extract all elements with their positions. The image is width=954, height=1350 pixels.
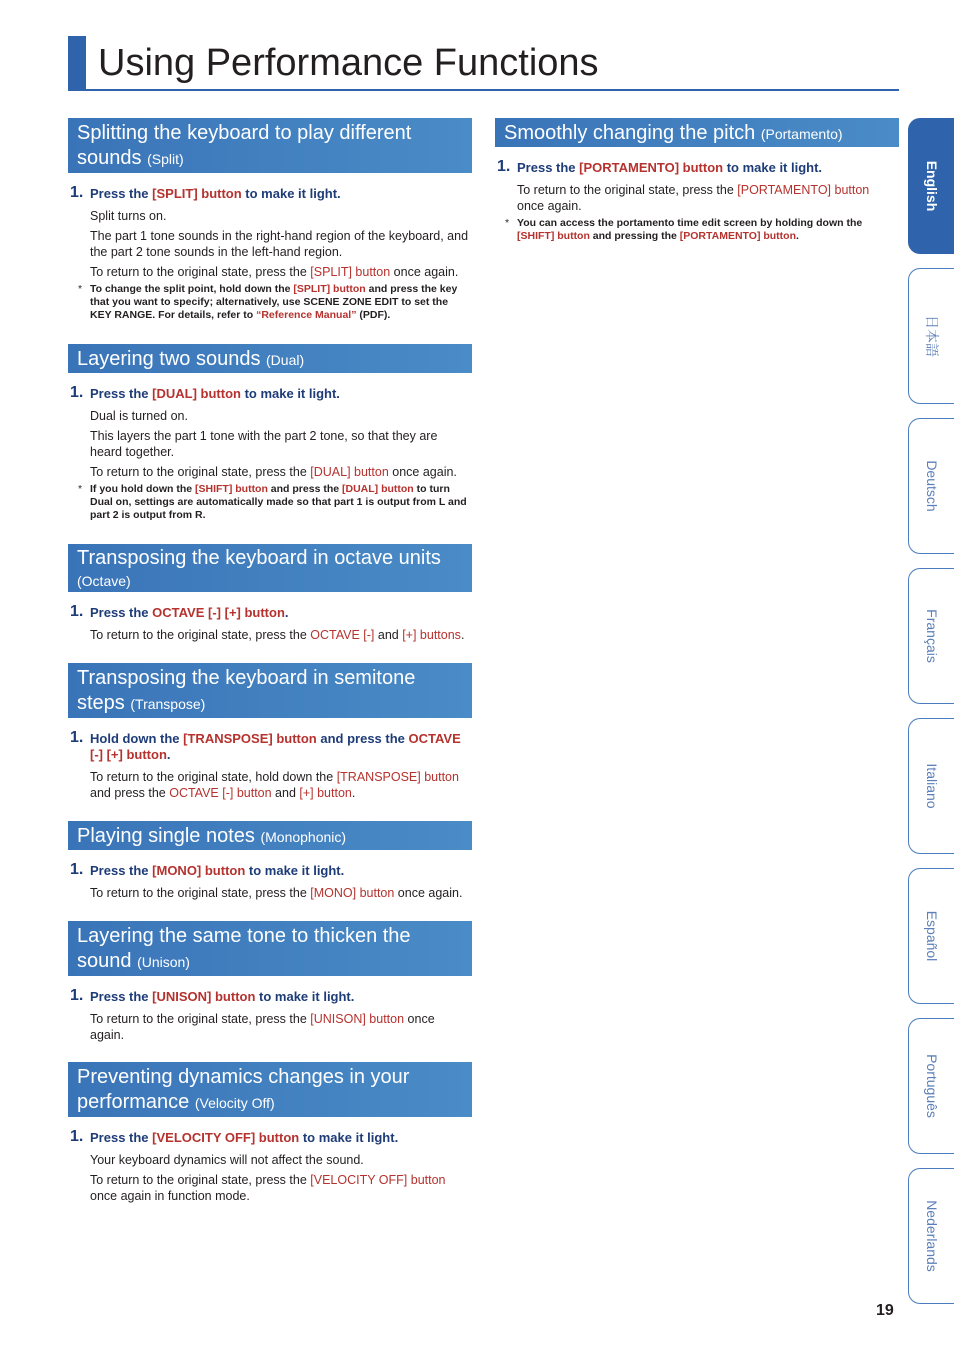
step-number: 1. xyxy=(70,384,84,401)
heading-text: Layering the same tone to thicken the sound xyxy=(77,925,411,972)
button-name: OCTAVE [-] [+] button xyxy=(152,605,285,620)
heading-sub: (Unison) xyxy=(137,954,190,970)
asterisk: * xyxy=(78,483,83,495)
note xyxy=(68,483,472,522)
button-name: [PORTAMENTO] button xyxy=(737,183,870,197)
button-name: OCTAVE [-] [+] button xyxy=(90,731,461,762)
text: and xyxy=(374,628,403,642)
language-tab-japanese[interactable] xyxy=(908,268,954,404)
button-name: OCTAVE [-] xyxy=(310,628,375,642)
heading-text: Transposing the keyboard in octave units xyxy=(77,547,441,569)
text: To return to the original state, press the xyxy=(517,183,738,197)
step-text: Press the xyxy=(517,160,580,175)
heading-text: Playing single notes xyxy=(77,825,255,847)
section-heading xyxy=(68,821,472,850)
tab-label: Français xyxy=(923,609,940,663)
heading-text: Preventing dynamics changes in your performance xyxy=(77,1066,410,1113)
section-heading xyxy=(495,118,899,147)
step-text: . xyxy=(166,747,171,762)
text: You can access the portamento time edit screen by holding down the xyxy=(517,217,863,229)
step-text: to make it light. xyxy=(299,1130,399,1145)
section-transpose xyxy=(68,663,472,801)
step-text: Hold down the xyxy=(90,731,184,746)
tab-label: Deutsch xyxy=(923,460,940,512)
text: To return to the original state, press the xyxy=(90,1012,311,1026)
text: and press the xyxy=(267,483,342,495)
step-text: to make it light. xyxy=(245,863,345,878)
step-number: 1. xyxy=(497,158,511,175)
button-name: [+] button xyxy=(299,786,352,800)
section-mono xyxy=(68,821,472,901)
text: and pressing the xyxy=(589,230,680,242)
step-number: 1. xyxy=(70,184,84,201)
heading-sub: (Dual) xyxy=(266,352,305,368)
button-name: [SPLIT] button xyxy=(293,283,366,295)
step-text: Press the xyxy=(90,1130,153,1145)
text: once again. xyxy=(517,199,582,213)
note xyxy=(68,283,472,322)
page-title: Using Performance Functions xyxy=(98,42,599,84)
heading-text: Splitting the keyboard to play different sounds xyxy=(77,122,412,169)
button-name: [SPLIT] button xyxy=(152,186,242,201)
step-1 xyxy=(68,989,472,1005)
text: and press the key that you want to specify; alternatively, use SCENE ZONE EDIT to set the KEY RANGE. For details, refer to xyxy=(90,283,458,321)
section-heading xyxy=(68,921,472,976)
heading-text: Layering two sounds xyxy=(77,348,261,370)
button-name: [SHIFT] button xyxy=(195,483,268,495)
text: . xyxy=(460,628,465,642)
paragraph xyxy=(68,627,472,643)
button-name: [+] buttons xyxy=(402,628,461,642)
section-split xyxy=(68,118,472,322)
text: To change the split point, hold down the xyxy=(90,283,294,295)
step-text: Press the xyxy=(90,863,153,878)
section-portamento xyxy=(495,118,899,243)
step-text: Press the xyxy=(90,605,153,620)
text: To return to the original state, press the xyxy=(90,1173,311,1187)
button-name: OCTAVE [-] button xyxy=(169,786,272,800)
text: To return to the original state, press the xyxy=(90,886,311,900)
text: To return to the original state, press the xyxy=(90,265,311,279)
button-name: [MONO] button xyxy=(310,886,395,900)
section-dual xyxy=(68,344,472,522)
text: To return to the original state, press the xyxy=(90,628,311,642)
step-1 xyxy=(68,386,472,402)
tab-label: Nederlands xyxy=(923,1200,940,1272)
step-text: Press the xyxy=(90,989,153,1004)
button-name: [MONO] button xyxy=(152,863,246,878)
text: once again. xyxy=(394,886,463,900)
paragraph xyxy=(68,769,472,801)
text: to turn Dual on, settings are automatically made so that part 1 is output from L and part 2 is output from R. xyxy=(90,483,467,521)
title-underline xyxy=(68,89,899,91)
text: and xyxy=(271,786,300,800)
paragraph xyxy=(68,464,472,480)
text: . xyxy=(351,786,356,800)
text: once again. xyxy=(388,465,457,479)
button-name: [SPLIT] button xyxy=(310,265,391,279)
tab-label: 日本語 xyxy=(923,315,940,357)
asterisk: * xyxy=(505,217,510,229)
paragraph: The part 1 tone sounds in the right-hand region of the keyboard, and the part 2 tone sounds in the left-hand region. xyxy=(90,229,469,259)
text: and press the xyxy=(90,786,170,800)
button-name: [UNISON] button xyxy=(310,1012,405,1026)
button-name: [UNISON] button xyxy=(152,989,256,1004)
step-number: 1. xyxy=(70,729,84,746)
step-number: 1. xyxy=(70,603,84,620)
heading-sub: (Portamento) xyxy=(760,126,843,142)
language-tab-espanol[interactable] xyxy=(908,868,954,1004)
language-tab-nederlands[interactable] xyxy=(908,1168,954,1304)
paragraph xyxy=(68,885,472,901)
tab-label: English xyxy=(923,160,940,212)
language-tab-francais[interactable] xyxy=(908,568,954,704)
tab-label: Português xyxy=(923,1054,940,1118)
step-text: to make it light. xyxy=(255,989,355,1004)
heading-text: Smoothly changing the pitch xyxy=(504,122,756,144)
button-name: [DUAL] button xyxy=(342,483,414,495)
step-1 xyxy=(68,863,472,879)
step-text: to make it light. xyxy=(240,386,340,401)
section-heading xyxy=(68,544,472,592)
heading-text: Transposing the keyboard in semitone steps xyxy=(77,667,416,714)
section-heading xyxy=(68,118,472,173)
paragraph xyxy=(68,1172,472,1204)
note xyxy=(495,217,899,243)
button-name: [PORTAMENTO] button xyxy=(579,160,724,175)
step-1 xyxy=(68,1130,472,1146)
paragraph xyxy=(68,264,472,280)
step-number: 1. xyxy=(70,1128,84,1145)
text: once again in function mode. xyxy=(90,1189,250,1203)
step-text: Press the xyxy=(90,386,153,401)
step-1 xyxy=(68,731,472,763)
section-octave xyxy=(68,544,472,643)
step-text: to make it light. xyxy=(723,160,823,175)
manual-link[interactable]: “Reference Manual” xyxy=(256,309,357,321)
language-tab-deutsch[interactable] xyxy=(908,418,954,554)
step-text: and press the xyxy=(316,731,409,746)
heading-sub: (Octave) xyxy=(77,573,131,589)
paragraph: Your keyboard dynamics will not affect the sound. xyxy=(90,1153,364,1167)
step-text: to make it light. xyxy=(241,186,341,201)
text: once again. xyxy=(90,1012,435,1042)
tab-label: Español xyxy=(923,910,940,962)
page-number: 19 xyxy=(876,1302,894,1319)
paragraph xyxy=(495,182,899,214)
button-name: [SHIFT] button xyxy=(517,230,590,242)
step-1 xyxy=(68,186,472,202)
step-text: Press the xyxy=(90,186,153,201)
text: . xyxy=(796,230,799,242)
button-name: [VELOCITY OFF] button xyxy=(152,1130,300,1145)
button-name: [PORTAMENTO] button xyxy=(679,230,797,242)
button-name: [TRANSPOSE] button xyxy=(336,770,459,784)
language-tab-italiano[interactable] xyxy=(908,718,954,854)
text: To return to the original state, press the xyxy=(90,465,311,479)
heading-sub: (Transpose) xyxy=(130,696,206,712)
text: (PDF). xyxy=(356,309,391,321)
paragraph: This layers the part 1 tone with the part 2 tone, so that they are heard together. xyxy=(90,429,438,459)
button-name: [DUAL] button xyxy=(152,386,241,401)
step-number: 1. xyxy=(70,861,84,878)
text: To return to the original state, hold down the xyxy=(90,770,337,784)
language-tab-portugues[interactable] xyxy=(908,1018,954,1154)
section-heading xyxy=(68,344,472,373)
button-name: [TRANSPOSE] button xyxy=(183,731,317,746)
text: once again. xyxy=(390,265,459,279)
heading-sub: (Monophonic) xyxy=(260,829,347,845)
paragraph: Dual is turned on. xyxy=(90,409,188,423)
heading-sub: (Split) xyxy=(147,151,184,167)
step-number: 1. xyxy=(70,987,84,1004)
section-heading xyxy=(68,663,472,718)
tab-label: Italiano xyxy=(923,763,940,809)
step-1 xyxy=(495,160,899,176)
heading-sub: (Velocity Off) xyxy=(194,1095,275,1111)
asterisk: * xyxy=(78,283,83,295)
button-name: [DUAL] button xyxy=(310,465,389,479)
step-1 xyxy=(68,605,472,621)
title-accent-bar xyxy=(68,36,86,90)
section-unison xyxy=(68,921,472,1043)
paragraph xyxy=(68,1011,472,1043)
language-tab-english[interactable] xyxy=(908,118,954,254)
text: If you hold down the xyxy=(90,483,195,495)
section-velocity-off xyxy=(68,1062,472,1204)
button-name: [VELOCITY OFF] button xyxy=(310,1173,446,1187)
step-text: . xyxy=(284,605,289,620)
section-heading xyxy=(68,1062,472,1117)
paragraph: Split turns on. xyxy=(90,209,167,223)
